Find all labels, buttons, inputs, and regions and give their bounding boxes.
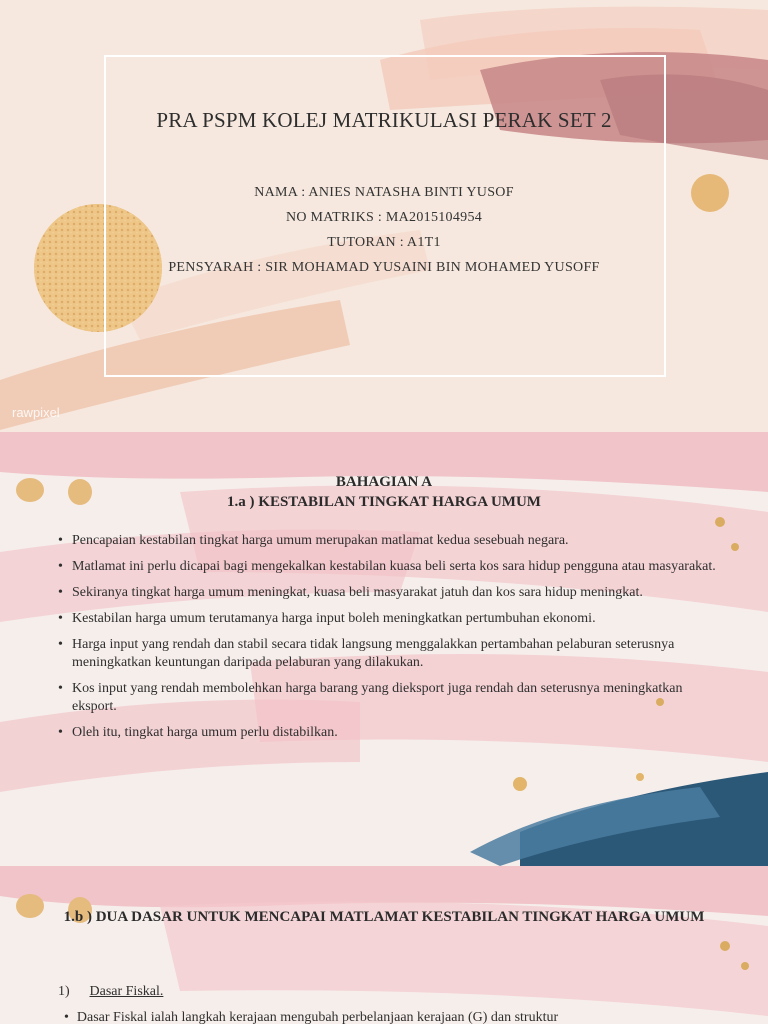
tutorial-group: TUTORAN : A1T1 xyxy=(327,235,441,250)
student-name: NAMA : ANIES NATASHA BINTI YUSOF xyxy=(254,185,514,200)
matric-number: NO MATRIKS : MA2015104954 xyxy=(285,210,483,225)
bullet-list xyxy=(58,532,718,750)
section-heading: 1.b ) DUA DASAR UNTUK MENCAPAI MATLAMAT KESTABILAN TINGKAT HARGA UMUM xyxy=(63,909,705,925)
brush-stroke-decoration xyxy=(0,866,768,1024)
slide-bahagian-a xyxy=(0,432,768,866)
list-item: • Matlamat ini perlu dicapai bagi mengekalkan kestabilan kuasa beli serta kos sara hidup pengguna atau masyarakat. xyxy=(58,558,718,576)
slide-dua-dasar xyxy=(0,866,768,1024)
list-item: • Sekiranya tingkat harga umum meningkat, kuasa beli masyarakat jatuh dan kos sara hidup meningkat. xyxy=(58,584,718,602)
lecturer-name: PENSYARAH : SIR MOHAMAD YUSAINI BIN MOHAMED YUSOFF xyxy=(168,260,600,275)
student-info xyxy=(0,180,768,280)
list-item: • Pencapaian kestabilan tingkat harga umum merupakan matlamat kedua sesebuah negara. xyxy=(58,532,718,550)
slide-title xyxy=(0,0,768,432)
list-item: • Harga input yang rendah dan stabil secara tidak langsung menggalakkan pertambahan pelaburan seterusnya meningkatkan keuntungan daripada pelaburan yang dilakukan. xyxy=(58,636,718,672)
page-title: PRA PSPM KOLEJ MATRIKULASI PERAK SET 2 xyxy=(156,108,612,132)
section-heading xyxy=(0,472,768,512)
numbered-item xyxy=(58,984,163,1000)
section-subheading: 1.a ) KESTABILAN TINGKAT HARGA UMUM xyxy=(227,494,541,510)
watermark-logo: rawpixel xyxy=(12,405,60,420)
list-item: • Oleh itu, tingkat harga umum perlu distabilkan. xyxy=(58,724,718,742)
list-item: • Dasar Fiskal ialah langkah kerajaan mengubah perbelanjaan kerajaan (G) dan struktur xyxy=(64,1010,704,1024)
list-item: • Kos input yang rendah membolehkan harga barang yang dieksport juga rendah dan seterusnya meningkatkan eksport. xyxy=(58,680,718,716)
list-item: • Kestabilan harga umum terutamanya harga input boleh meningkatkan pertumbuhan ekonomi. xyxy=(58,610,718,628)
section-label: BAHAGIAN A xyxy=(335,474,433,490)
item-number: 1) xyxy=(58,984,70,999)
item-label: Dasar Fiskal. xyxy=(89,984,164,999)
